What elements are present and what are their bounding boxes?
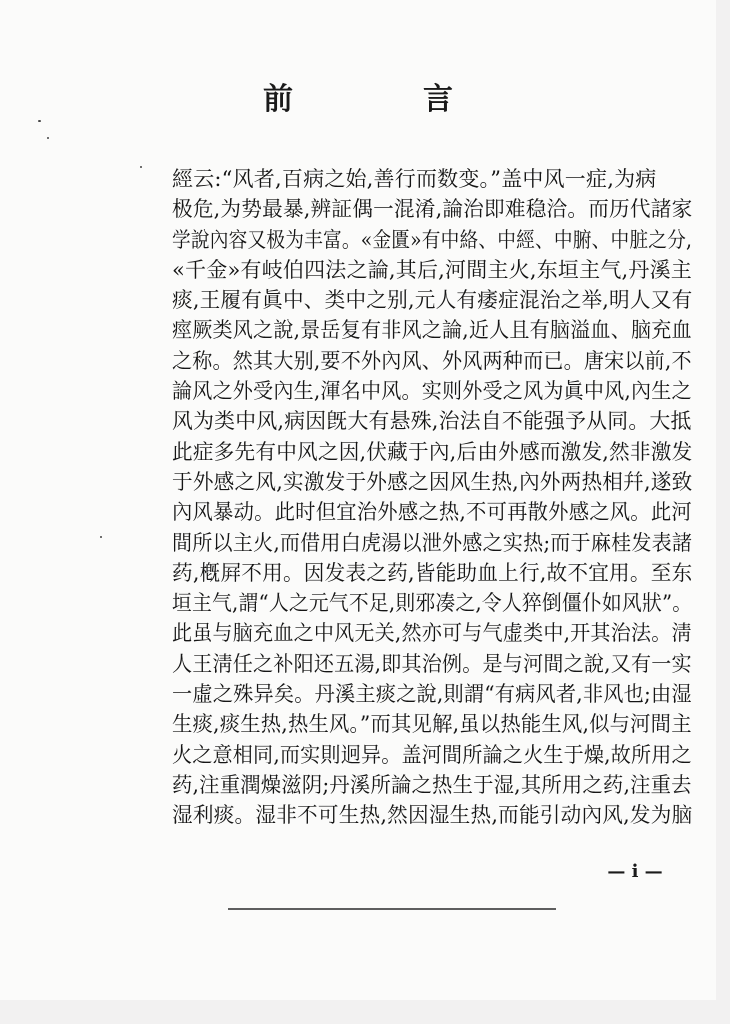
text-line: 之称。然其大别,要不外內风、外风两种而已。唐宋以前,不 (172, 348, 692, 373)
text-line: 內风暴动。此时但宜治外感之热,不可再散外感之风。此河 (172, 500, 692, 525)
text-line: 一虛之殊异矣。丹溪主痰之說,則謂“有病风者,非风也;由湿 (172, 682, 692, 707)
text-line: 药,注重潤燥滋阴;丹溪所論之热生于湿,其所用之药,注重去 (172, 772, 692, 797)
page-number: — i — (607, 861, 663, 882)
text-line: 药,槪屛不用。因发表之药,皆能助血上行,故不宜用。至东 (172, 560, 693, 585)
text-line: 痙厥类风之說,景岳复有非风之論,近人且有脑溢血、脑充血 (172, 318, 692, 343)
text-line: 火之意相同,而实則迥异。盖河間所論之火生于燥,故所用之 (172, 742, 692, 767)
text-line: 生痰,痰生热,热生风。”而其见解,虽以热能生风,似与河間主 (172, 712, 692, 737)
scan-rule-line (228, 908, 556, 910)
scan-speck (38, 120, 41, 122)
text-line: 此虽与脑充血之中风无关,然亦可与气虚类中,开其治法。淸 (172, 621, 692, 646)
text-line: 經云:“风者,百病之始,善行而数变。”盖中风一症,为病 (172, 167, 657, 191)
scan-speck (100, 536, 102, 538)
text-line: «千金»有岐伯四法之論,其后,河間主火,东垣主气,丹溪主 (172, 257, 692, 282)
text-line: 間所以主火,而借用白虎湯以泄外感之实热;而于麻桂发表諸 (172, 530, 693, 555)
text-line: 論风之外受內生,渾名中风。实则外受之风为眞中风,內生之 (172, 379, 692, 404)
text-line: 风为类中风,病因旣大有悬殊,治法自不能强予从同。大抵 (172, 409, 692, 434)
text-line: 湿利痰。湿非不可生热,然因湿生热,而能引动內风,发为脑 (172, 803, 693, 828)
text-line: 痰,王履有眞中、类中之别,元人有痿症混治之举,明人又有 (172, 288, 693, 313)
text-line: 于外感之风,实激发于外感之因风生热,內外两热相幷,遂致 (172, 469, 693, 494)
scan-speck (140, 166, 142, 168)
text-line: 极危,为势最暴,辨証偶一混淆,論治即难稳洽。而历代諸家 (172, 197, 693, 222)
body-text (172, 164, 692, 831)
text-line: 学說內容又极为丰富。«金匱»有中絡、中經、中腑、中脏之分, (172, 227, 693, 252)
page-title: 前 言 (263, 82, 503, 117)
text-line: 此症多先有中风之因,伏藏于內,后由外感而激发,然非激发 (172, 439, 693, 464)
text-line: 垣主气,謂“人之元气不足,則邪凑之,令人猝倒僵仆如风狀”。 (172, 591, 693, 616)
text-line: 人王淸任之补阳还五湯,即其治例。是与河間之說,又有一实 (172, 651, 692, 676)
scan-speck (47, 137, 49, 139)
